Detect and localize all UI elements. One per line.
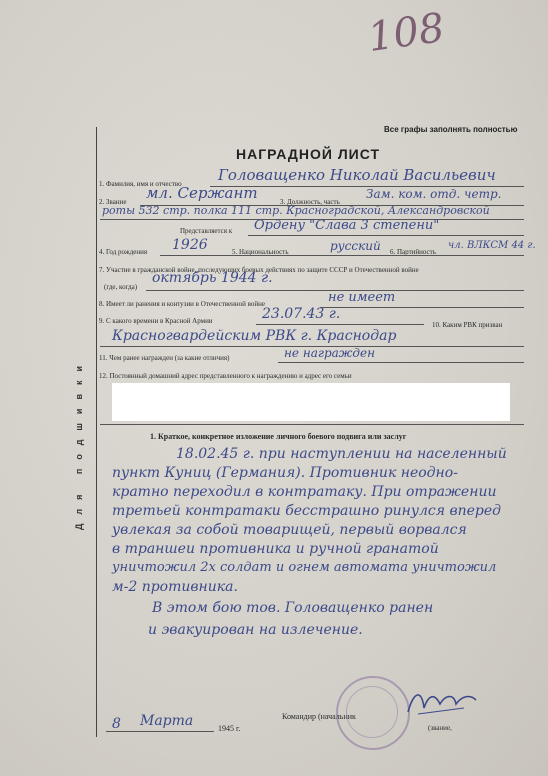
field-2-label: 2. Звание [99, 198, 127, 206]
field-7-value: октябрь 1944 г. [152, 270, 273, 286]
presented-underline [248, 235, 524, 236]
field-5-value: русский [330, 239, 381, 253]
narrative-line: В этом бою тов. Головащенко ранен [152, 600, 434, 616]
field-8-label: 8. Имеет ли ранения и контузии в Отечественной войне [99, 300, 265, 308]
official-stamp-inner-ring [346, 686, 398, 738]
field-6-label: 6. Партийность [390, 248, 436, 256]
narrative-line: увлекая за собой товарищей, первый ворвался [112, 522, 467, 538]
footer-year: 1945 г. [218, 724, 241, 733]
narrative-line: пункт Куниц (Германия). Противник неодно- [112, 465, 458, 481]
header-note: Все графы заполнять полностью [384, 125, 518, 134]
field-1-value: Головащенко Николай Васильевич [218, 166, 496, 184]
footer-date-underline [106, 731, 214, 732]
binding-margin-line [96, 127, 97, 737]
footer-month: Марта [140, 713, 194, 729]
narrative-line: третьей контратаки бесстрашно ринулся вперед [112, 503, 502, 519]
field-1-label: 1. Фамилия, имя и отчество [99, 180, 182, 188]
commander-label: Командир (начальник [282, 712, 356, 721]
field-3-value-cont: роты 532 стр. полка 111 стр. Красноградской, Александровской [102, 204, 490, 217]
field-2-value: мл. Сержант [146, 184, 258, 202]
section-heading: 1. Краткое, конкретное изложение личного боевого подвига или заслуг [150, 432, 407, 441]
field-7-label: 7. Участие в гражданской войне, последующих боевых действиях по защите СССР и Отечественной войне [99, 266, 419, 274]
narrative-line: в траншеи противника и ручной гранатой [112, 541, 439, 557]
narrative-line: м-2 противника. [112, 579, 238, 595]
signature-label: (звание, [428, 724, 452, 732]
page-title: НАГРАДНОЙ ЛИСТ [236, 146, 381, 162]
field-11-value: не награжден [284, 346, 376, 360]
presented-value: Ордену "Слава 3 степени" [254, 218, 440, 233]
field-6-value: чл. ВЛКСМ 44 г. [448, 240, 536, 251]
narrative-line: кратно переходил в контратаку. При отражении [112, 484, 497, 500]
redacted-address [112, 383, 510, 421]
field-9-underline [256, 324, 424, 325]
field-4-value: 1926 [172, 237, 208, 253]
footer-day: 8 [112, 716, 121, 732]
binding-margin-text: Для подшивки [74, 356, 84, 530]
field-12-label: 12. Постоянный домашний адрес представленного к награждению и адрес его семьи [99, 372, 352, 380]
narrative-line: уничтожил 2х солдат и огнем автомата уничтожил [112, 560, 497, 575]
field-11-label: 11. Чем ранее награжден (за какие отличия) [99, 354, 230, 362]
field-11-underline [278, 362, 524, 363]
official-stamp [336, 676, 410, 750]
commander-signature [404, 686, 480, 720]
field-9-value: 23.07.43 г. [262, 306, 341, 322]
field-4-label: 4. Год рождения [99, 248, 148, 256]
field-8-underline [320, 307, 524, 308]
field-4-underline [160, 255, 524, 256]
field-10-label: 10. Каким РВК призван [432, 321, 503, 329]
field-10-value: Красногвардейским РВК г. Краснодар [112, 328, 397, 344]
field-8-value: не имеет [328, 290, 396, 305]
presented-label: Представляется к [180, 227, 233, 235]
field-12-underline [100, 424, 524, 425]
field-9-label: 9. С какого времени в Красной Армии [99, 317, 213, 325]
field-5-label: 5. Национальность [232, 248, 289, 256]
archive-number: 108 [365, 4, 448, 62]
narrative-line: 18.02.45 г. при наступлении на населенный [176, 446, 507, 462]
field-3-label: 3. Должность, часть [280, 198, 340, 206]
field-7-label-cont: (где, когда) [104, 283, 138, 291]
field-3-value: Зам. ком. отд. четр. [366, 187, 502, 201]
narrative-line: и эвакуирован на излечение. [148, 622, 363, 638]
